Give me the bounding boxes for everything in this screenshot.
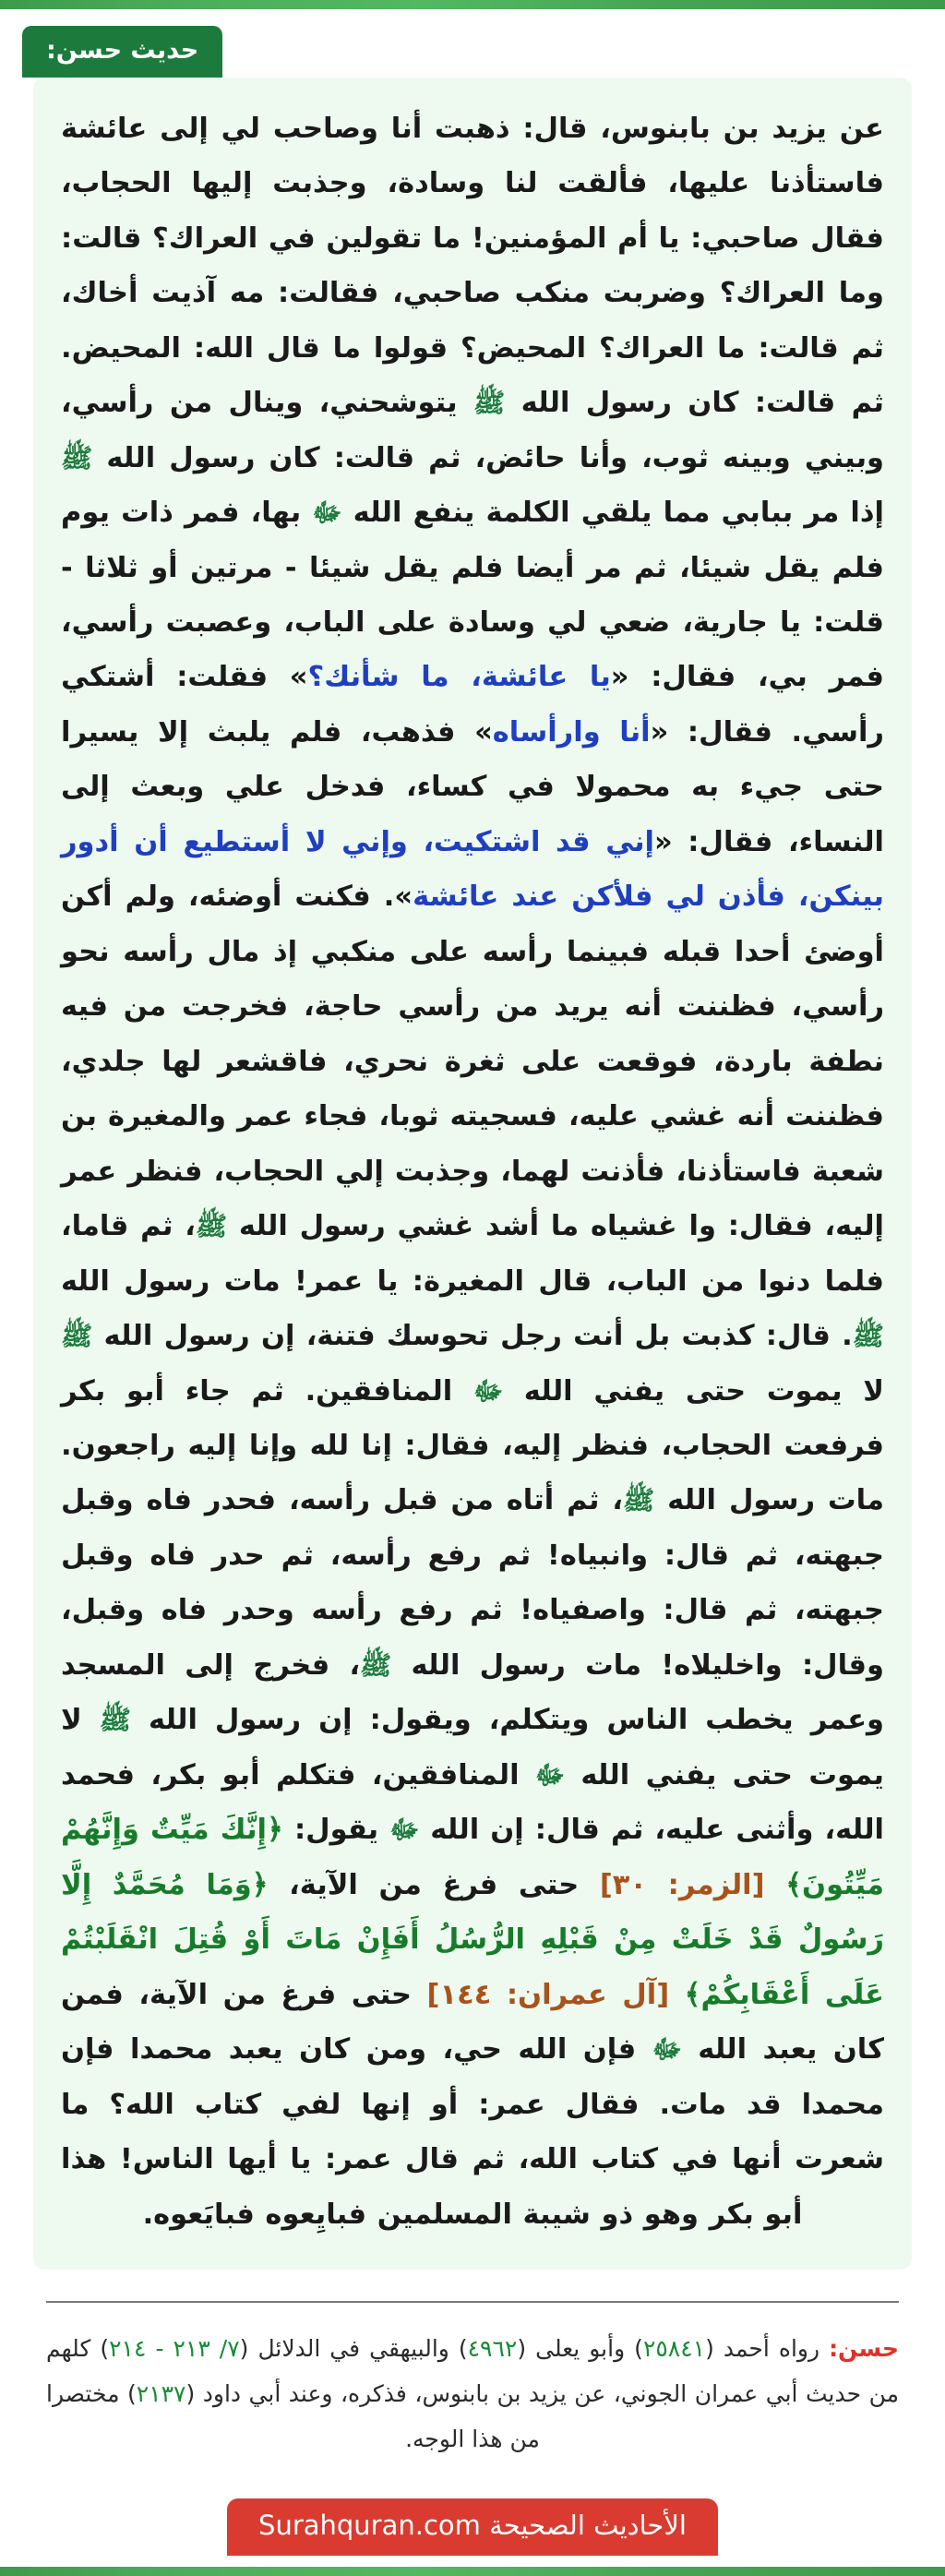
takhrij-run-plain-5: ) والبيهقي في الدلائل ( [239, 2335, 468, 2363]
takhrij-run-num-2: ٢٥٨٤١ [642, 2335, 706, 2363]
hadith-run-quote-7: يا عائشة، ما شأنك؟ [307, 661, 611, 694]
hadith-run-plain-32 [765, 1869, 786, 1901]
hadith-run-plain-36 [669, 1979, 685, 2011]
brand-button[interactable] [227, 2498, 718, 2556]
top-decorative-bar [0, 0, 945, 9]
hadith-run-plain-40: فإن الله حي، ومن كان يعبد محمدا فإن محمدا قد مات. فقال عمر: أو إنها لفي كتاب الله؟ ما شعرت أنها في كتاب الله، ثم قال عمر: يا أيها الناس! هذا أبو بكر وهو ذو شيبة المسلمين فبايِعوه فبايَعوه. [61, 2033, 884, 2231]
takhrij-run-num-6: ٧/ ٢١٣ - ٢١٤ [109, 2335, 240, 2363]
hadith-run-plain-6: بها، فمر ذات يوم فلم يقل شيئا، ثم مر أيضا فلم يقل شيئا - مرتين أو ثلاثا - قلت: يا جارية، ضعي لي وسادة على الباب، وعصبت رأسي، فمر بي، فقال: « [61, 497, 885, 694]
grade-badge-row [22, 9, 923, 78]
hadith-run-plain-20: المنافقين. ثم جاء أبو بكر فرفعت الحجاب، فنظر إليه، فقال: إنا لله وإنا إليه راجعون. مات رسول الله [61, 1374, 884, 1517]
hadith-run-plain-24: ، فخرج إلى المسجد وعمر يخطب الناس ويتكلم، ويقول: إن رسول الله [61, 1648, 884, 1737]
hadith-run-plain-18: لا يموت حتى يفني الله [503, 1374, 884, 1408]
section-divider [46, 2301, 899, 2303]
hadith-run-quote-11: إني قد اشتكيت، وإني لا أستطيع أن أدور بينكن، فأذن لي فلأكن عند عائشة [61, 825, 885, 914]
hadith-run-honor-5: ﷻ [312, 497, 342, 529]
hadith-run-plain-14: ، ثم قاما، فلما دنوا من الباب، قال المغيرة: يا عمر! مات رسول الله [61, 1210, 884, 1298]
hadith-run-plain-10: » فذهب، فلم يلبث إلا يسيرا حتى جيء به محمولا في كساء، فدخل علي وبعث إلى النساء، فقال: « [61, 715, 884, 858]
takhrij-source-text [46, 2327, 899, 2462]
hadith-run-plain-0: عن يزيد بن بابنوس، قال: ذهبت أنا وصاحب لي إلى عائشة فاستأذنا عليها، فألقت لنا وسادة، وجذبت إليها الحجاب، فقال صاحبي: يا أم المؤمنين! ما تقولين في العراك؟ قالت: وما العراك؟ وضربت منكب صاحبي، فقالت: مه آذيت أخاك، ثم قالت: ما العراك؟ المحيض؟ قولوا ما قال الله: المحيض. ثم قالت: كان رسول الله [61, 112, 884, 420]
hadith-run-plain-28: المنافقين، فتكلم أبو بكر، فحمد الله، وأثنى عليه، ثم قال: إن الله [61, 1758, 884, 1847]
hadith-run-ayah-31: ﴿إِنَّكَ مَيِّتٌ وَإِنَّهُمْ مَيِّتُونَ﴾ [61, 1814, 884, 1901]
takhrij-run-plain-3: ) وأبو يعلى ( [517, 2335, 643, 2363]
hadith-run-plain-8: » فقلت: أشتكي رأسي. فقال: « [61, 661, 884, 749]
takhrij-run-num-4: ٤٩٦٢ [467, 2335, 518, 2363]
hadith-run-honor-23: ﷺ [360, 1649, 392, 1681]
hadith-run-quote-9: أنا وارأساه [492, 715, 651, 749]
takhrij-run-num-8: ٢١٣٧ [136, 2379, 186, 2407]
hadith-run-plain-30: يقول: [282, 1814, 390, 1847]
hadith-run-plain-22: ، ثم أتاه من قبل رأسه، فحدر فاه وقبل جبهته، ثم قال: وانبياه! ثم رفع رأسه، ثم حدر فاه وقبل جبهته، ثم قال: واصفياه! ثم رفع رأسه وحدر فاه وقبل، وقال: واخليلاه! مات رسول الله [61, 1484, 884, 1682]
brand-label: الأحاديث الصحيحة [489, 2510, 687, 2542]
hadith-run-plain-26: لا يموت حتى يفني الله [61, 1704, 885, 1791]
hadith-run-plain-2: يتوشحني، وينال من رأسي، وبيني وبينه ثوب، وأنا حائض، ثم قالت: كان رسول الله [61, 387, 884, 474]
hadith-run-honor-29: ﷻ [389, 1815, 420, 1846]
hadith-run-plain-34: حتى فرغ من الآية، [268, 1868, 600, 1901]
page-container [0, 9, 945, 2576]
hadith-run-ayah-35: ﴿وَمَا مُحَمَّدٌ إِلَّا رَسُولٌ قَدْ خَلَتْ مِنْ قَبْلِهِ الرُّسُلُ أَفَإِنْ مَاتَ أَوْ قُتِلَ انْقَلَبْتُمْ عَلَى أَعْقَابِكُمْ﴾ [61, 1868, 884, 2011]
hadith-run-plain-16: . قال: كذبت بل أنت رجل تحوسك فتنة، إن رسول الله [92, 1320, 853, 1353]
hadith-run-honor-3: ﷺ [61, 442, 93, 473]
hadith-run-honor-39: ﷻ [652, 2034, 682, 2066]
hadith-run-honor-21: ﷺ [622, 1485, 655, 1516]
hadith-run-honor-27: ﷻ [534, 1759, 565, 1791]
hadith-grade-badge: حديث حسن: [22, 26, 222, 78]
hadith-run-honor-25: ﷺ [99, 1705, 132, 1736]
bottom-decorative-bar [0, 2567, 945, 2576]
takhrij-run-grade-label-0: حسن: [829, 2335, 900, 2363]
brand-row [22, 2498, 923, 2576]
takhrij-run-plain-7: ) كلهم من حديث أبي عمران الجوني، عن يزيد بن بابنوس، فذكره، وعند أبي داود ( [46, 2335, 899, 2407]
hadith-run-plain-38: حتى فرغ من الآية، فمن كان يعبد الله [61, 1978, 884, 2067]
hadith-run-honor-1: ﷺ [472, 388, 506, 419]
hadith-run-honor-15: ﷺ [852, 1321, 884, 1352]
hadith-run-plain-4: إذا مر ببابي مما يلقي الكلمة ينفع الله [341, 497, 884, 530]
hadith-run-ayah-ref-33: [الزمر: ٣٠] [599, 1868, 765, 1901]
brand-site-url: Surahquran.com [258, 2510, 481, 2542]
hadith-run-honor-13: ﷺ [195, 1211, 228, 1242]
hadith-run-plain-12: ». فكنت أوضئه، ولم أكن أوضئ أحدا قبله فبينما رأسه على منكبي إذ مال رأسه نحو رأسي، فظننت أنه يريد من رأسي حاجة، فخرجت من فيه نطفة باردة، فوقعت على ثغرة نحري، فاقشعر لها جلدي، فظننت أنه غشي عليه، فسجيته ثوبا، فجاء عمر والمغيرة بن شعبة فاستأذنا، فأذنت لهما، وجذبت إلي الحجاب، فنظر عمر إليه، فقال: وا غشياه ما أشد غشي رسول الله [61, 881, 884, 1243]
hadith-run-honor-19: ﷻ [473, 1375, 504, 1407]
takhrij-run-plain-9: ) مختصرا من هذا الوجه. [46, 2379, 540, 2452]
takhrij-run-plain-1: رواه أحمد ( [705, 2335, 830, 2363]
hadith-card [33, 78, 912, 2270]
hadith-run-honor-17: ﷺ [61, 1321, 93, 1352]
hadith-body-text [61, 102, 884, 2242]
hadith-run-ayah-ref-37: [آل عمران: ١٤٤] [426, 1978, 670, 2011]
